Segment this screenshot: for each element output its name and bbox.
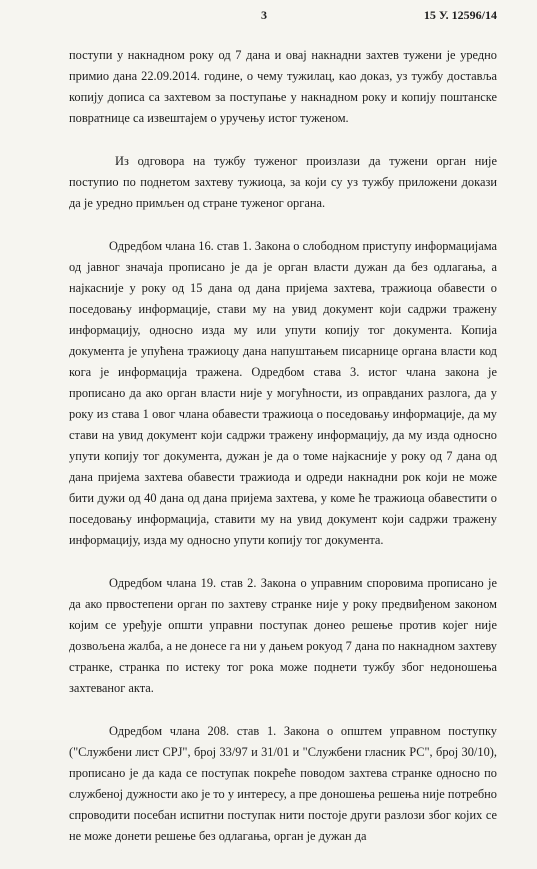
paragraph-response: Из одговора на тужбу туженог произлази да тужени орган није поступио по поднетом захтеву тужиоца, за који су уз тужбу приложени докази да је уредно примљен од стране туженог органа. xyxy=(69,154,497,210)
page-header xyxy=(0,6,537,26)
paragraph-article-16: Одредбом члана 16. став 1. Закона о слободном приступу информацијама од јавног значаја прописано је да је орган власти дужан да без одлагања, а најкасније у року од 15 дана од дана пријема захтева, тражиоца обавести о поседовању информације, стави му на увид документ који садржи тражену информацију, односно изда му или упути копију тог документа. Копија документа је упућена тражиоцу дана напуштањем писарнице органа власти код кога је информација тражена. Одредбом става 3. истог члана закона је прописано да ако орган власти није у могућности, из оправданих разлога, да у року из става 1 овог члана обавести тражиоца о поседовању информације, да му стави на увид документ који садржи тражену информацију, да му изда односно упути копију тог документа, дужан је да о томе најкасније у року од 7 дана од дана пријема захтева обавести тражиода и одреди накнадни рок који не може бити дужи од 40 дана од дана пријема захтева, у коме ће тражиоца обавестити о поседовању информација, ставити му на увид документ који садржи тражену информацију, изда му односно упути копију тог документа. xyxy=(69,239,497,547)
paragraph-continuation: поступи у накнадном року од 7 дана и овај накнадни захтев тужени је уредно примио дана 22.09.2014. године, о чему тужилац, као доказ, уз тужбу доставља копију дописа са захтевом за поступање у накнадном року и копију поштанске повратнице са извештајем о уручењу истог туженом. xyxy=(69,48,497,125)
paragraph-article-208: Одредбом члана 208. став 1. Закона о општем управном поступку ("Службени лист СРЈ", број 33/97 и 31/01 и "Службени гласник РС", број 30/10), прописано је да када се поступак покреће поводом захтева странке односно по службеној дужности ако је то у интересу, а пре доношења решења није потребно спроводити посебан испитни поступак нити постоје други разлози због којих се не може донети решење без одлагања, орган је дужан да xyxy=(69,724,497,843)
case-number: 15 У. 12596/14 xyxy=(423,8,497,22)
page-number: 3 xyxy=(261,8,267,22)
document-body xyxy=(69,45,497,869)
paragraph-article-19: Одредбом члана 19. став 2. Закона о управним споровима прописано је да ако првостепени орган по захтеву странке није у року предвиђеном законом којим се уређује општи управни поступак донео решење против којег није дозвољена жалба, а не донесе га ни у дањем рокуод 7 дана по накнадном захтеву странке, странка по истеку тог рока може поднети тужбу због недоношења захтеваног акта. xyxy=(69,576,497,695)
